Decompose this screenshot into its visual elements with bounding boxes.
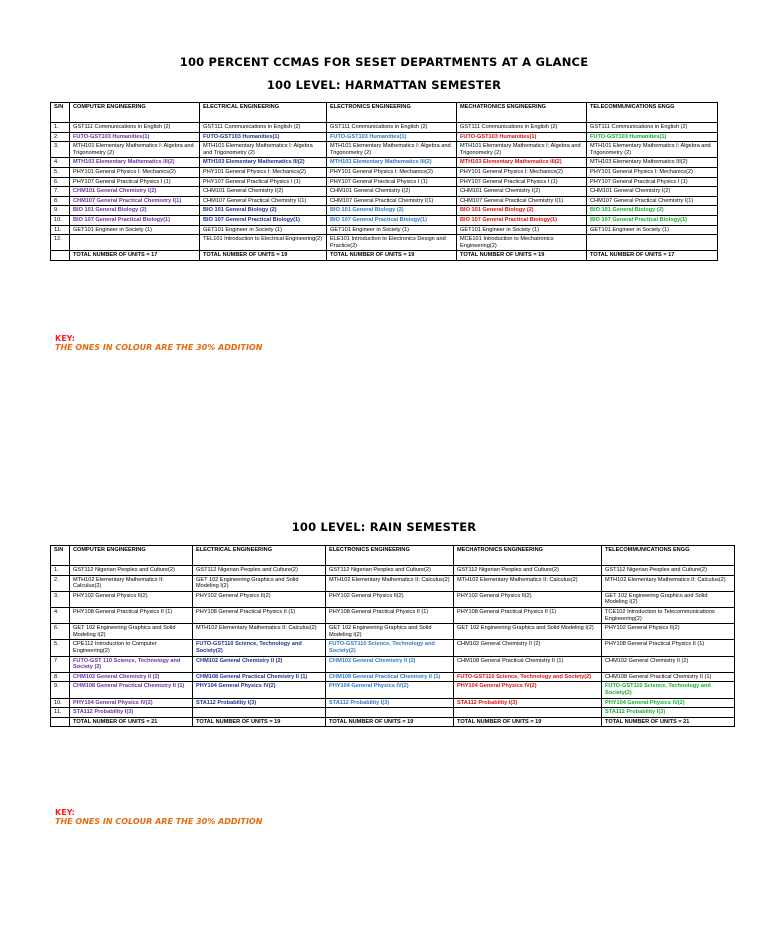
course-cell: STA112 Probability I(3) [602,708,735,718]
course-cell: GST112 Nigerian Peoples and Culture(2) [602,566,735,576]
course-cell: FUTO-GST110 Science, Technology and Society(2) [193,640,326,656]
course-cell: FUTO-GST110 Science, Technology and Society(2) [326,640,454,656]
course-cell: CHM102 General Chemistry II (2) [326,656,454,672]
course-cell: BIO 107 General Practical Biology(1) [587,215,718,225]
department-header: ELECTRONICS ENGINEERING [326,546,454,566]
course-cell: GST112 Nigerian Peoples and Culture(2) [70,566,193,576]
course-cell [454,708,602,718]
course-cell: GST111 Communications in English (2) [70,123,200,133]
course-cell [70,235,200,251]
course-cell: BIO 101 General Biology (2) [327,206,457,216]
serial-number-cell: 7. [51,187,70,197]
course-cell: PHY102 General Physics II(2) [70,591,193,607]
serial-number-cell: 3. [51,591,70,607]
total-units-cell: TOTAL NUMBER OF UNITS = 19 [454,717,602,727]
course-cell: PHY107 General Practical Physics I (1) [70,177,200,187]
course-cell: GET101 Engineer in Society (1) [327,225,457,235]
course-cell: GET101 Engineer in Society (1) [70,225,200,235]
course-cell: PHY101 General Physics I: Mechanics(2) [457,167,587,177]
table-row [51,235,718,251]
course-cell: PHY108 General Practical Physics II (1) [70,607,193,623]
course-cell [326,708,454,718]
course-cell: PHY102 General Physics II(2) [602,624,735,640]
table-row [51,640,735,656]
department-header: COMPUTER ENGINEERING [70,103,200,123]
key-text: THE ONES IN COLOUR ARE THE 30% ADDITION [55,817,263,826]
course-cell: PHY104 General Physics IV(2) [602,698,735,708]
key-rain [55,808,262,826]
table-row [51,566,735,576]
serial-number-cell: 4. [51,607,70,623]
course-cell: CHM101 General Chemistry I(2) [70,187,200,197]
course-cell: MTH102 Elementary Mathematics II: Calculus(2) [193,624,326,640]
course-cell: PHY101 General Physics I: Mechanics(2) [587,167,718,177]
course-cell: TEL101 Introduction to Electrical Engineering(2) [200,235,327,251]
course-cell: CHM108 General Practical Chemistry II (1) [454,656,602,672]
course-cell: BIO 101 General Biology (2) [587,206,718,216]
course-cell: BIO 101 General Biology (2) [70,206,200,216]
main-title: 100 PERCENT CCMAS FOR SESET DEPARTMENTS AT A GLANCE [179,55,589,69]
serial-number-cell: 4. [51,158,70,168]
total-units-cell: TOTAL NUMBER OF UNITS = 19 [326,717,454,727]
course-cell: PHY104 General Physics IV(2) [70,698,193,708]
course-cell: MTH102 Elementary Mathematics II: Calculus(2) [454,575,602,591]
course-cell: GST111 Communications in English (2) [327,123,457,133]
course-cell: PHY102 General Physics II(2) [326,591,454,607]
table-row [51,225,718,235]
course-cell: ELE101 Introduction to Electronics Design and Practice(2) [327,235,457,251]
serial-number-cell: 2. [51,132,70,142]
table-row [51,132,718,142]
course-cell: BIO 107 General Practical Biology(1) [70,215,200,225]
course-cell: PHY102 General Physics II(2) [454,591,602,607]
course-cell: GET 102 Engineering Graphics and Solid Modeling I(2) [70,624,193,640]
sn-header: S/N [51,546,70,566]
table-row [51,206,718,216]
total-units-cell: TOTAL NUMBER OF UNITS = 19 [457,251,587,261]
course-cell: CPE112 Introduction to Computer Engineering(2) [70,640,193,656]
course-cell: STA112 Probability I(3) [70,708,193,718]
total-sn-cell [51,717,70,727]
serial-number-cell: 10. [51,698,70,708]
course-cell: GET101 Engineer in Society (1) [457,225,587,235]
department-header: MECHATRONICS ENGINEERING [454,546,602,566]
course-cell: BIO 107 General Practical Biology(1) [457,215,587,225]
course-cell: CHM108 General Practical Chemistry II (1) [326,672,454,682]
table-row [51,187,718,197]
course-cell: MTH102 Elementary Mathematics II: Calculus(2) [326,575,454,591]
course-cell: MTH101 Elementary Mathematics I: Algebra and Trigonometry (2) [457,142,587,158]
serial-number-cell: 5. [51,167,70,177]
course-cell: MTH103 Elementary Mathematics III(2) [200,158,327,168]
key-harmattan [55,334,262,352]
course-cell: PHY101 General Physics I: Mechanics(2) [70,167,200,177]
course-cell: BIO 101 General Biology (2) [457,206,587,216]
table-row [51,682,735,698]
total-units-cell: TOTAL NUMBER OF UNITS = 21 [70,717,193,727]
course-cell: MTH101 Elementary Mathematics I: Algebra and Trigonometry (2) [327,142,457,158]
serial-number-cell: 9. [51,682,70,698]
course-cell: STA112 Probability I(3) [193,698,326,708]
table-row [51,142,718,158]
course-cell: GST111 Communications in English (2) [457,123,587,133]
course-cell: PHY101 General Physics I: Mechanics(2) [327,167,457,177]
serial-number-cell: 9. [51,206,70,216]
course-cell: MTH103 Elementary Mathematics III(2) [457,158,587,168]
table-row [51,167,718,177]
course-cell: GET 102 Engineering Graphics and Solid Modeling I(2) [602,591,735,607]
table-row [51,708,735,718]
table-row [51,215,718,225]
serial-number-cell: 8. [51,672,70,682]
course-cell: PHY107 General Practical Physics I (1) [457,177,587,187]
serial-number-cell: 6. [51,177,70,187]
course-cell: MTH101 Elementary Mathematics I: Algebra and Trigonometry (2) [587,142,718,158]
department-header: ELECTRONICS ENGINEERING [327,103,457,123]
course-cell: MTH103 Elementary Mathematics III(2) [587,158,718,168]
course-cell: CHM102 General Chemistry II (2) [602,656,735,672]
course-cell: PHY108 General Practical Physics II (1) [193,607,326,623]
serial-number-cell: 1. [51,566,70,576]
course-cell: BIO 107 General Practical Biology(1) [200,215,327,225]
total-units-cell: TOTAL NUMBER OF UNITS = 21 [602,717,735,727]
course-cell: PHY107 General Practical Physics I (1) [587,177,718,187]
table-row [51,672,735,682]
department-header: ELECTRICAL ENGINEERING [200,103,327,123]
course-cell: MTH102 Elementary Mathematics II: Calculus(2) [602,575,735,591]
course-cell: FUTO-GST103 Humanities(1) [70,132,200,142]
course-cell: PHY107 General Practical Physics I (1) [200,177,327,187]
course-cell: GET101 Engineer in Society (1) [587,225,718,235]
course-cell: GET101 Engineer in Society (1) [200,225,327,235]
table-row [51,591,735,607]
course-cell: CHM108 General Practical Chemistry II (1) [602,672,735,682]
total-units-row [51,251,718,261]
course-cell: MTH101 Elementary Mathematics I: Algebra and Trigonometry (2) [200,142,327,158]
serial-number-cell: 6. [51,624,70,640]
course-cell: PHY108 General Practical Physics II (1) [326,607,454,623]
course-cell: STA112 Probability I(3) [326,698,454,708]
rain-title: 100 LEVEL: RAIN SEMESTER [291,520,477,534]
key-label: KEY: [55,808,75,817]
harmattan-title: 100 LEVEL: HARMATTAN SEMESTER [266,78,502,92]
course-cell: FUTO-GST110 Science, Technology and Society(2) [454,672,602,682]
course-cell [587,235,718,251]
table-row [51,575,735,591]
total-sn-cell [51,251,70,261]
sn-header: S/N [51,103,70,123]
course-cell: GST111 Communications in English (2) [587,123,718,133]
total-units-cell: TOTAL NUMBER OF UNITS = 19 [200,251,327,261]
course-cell: CHM101 General Chemistry I(2) [327,187,457,197]
course-cell: STA112 Probability I(3) [454,698,602,708]
total-units-cell: TOTAL NUMBER OF UNITS = 19 [193,717,326,727]
course-cell: MTH103 Elementary Mathematics III(2) [70,158,200,168]
course-cell: CHM107 General Practical Chemistry I(1) [327,196,457,206]
serial-number-cell: 5. [51,640,70,656]
course-cell: PHY107 General Practical Physics I (1) [327,177,457,187]
department-header: COMPUTER ENGINEERING [70,546,193,566]
serial-number-cell: 11. [51,708,70,718]
course-cell: FUTO-GST103 Humanities(1) [327,132,457,142]
course-cell: PHY104 General Physics IV(2) [454,682,602,698]
course-cell: MCE101 Introduction to Mechatronics Engineering(2) [457,235,587,251]
course-cell: FUTO-GST103 Humanities(1) [587,132,718,142]
table-row [51,624,735,640]
harmattan-course-table [50,102,718,261]
total-units-cell: TOTAL NUMBER OF UNITS = 17 [70,251,200,261]
course-cell: FUTO-GST110 Science, Technology and Society(2) [602,682,735,698]
course-cell: CHM102 General Chemistry II (2) [70,672,193,682]
course-cell: GST111 Communications in English (2) [200,123,327,133]
course-cell: TCE102 Introduction to Telecommunications Engineering(2) [602,607,735,623]
course-cell: GET 102 Engineering Graphics and Solid Modeling I(2) [193,575,326,591]
table-row [51,656,735,672]
course-cell: FUTO-GST103 Humanities(1) [457,132,587,142]
table-row [51,698,735,708]
course-cell: CHM102 General Chemistry II (2) [193,656,326,672]
serial-number-cell: 1. [51,123,70,133]
serial-number-cell: 7 [51,656,70,672]
department-header: TELECOMMUNICATIONS ENGG [602,546,735,566]
serial-number-cell: 10. [51,215,70,225]
course-cell: PHY104 General Physics IV(2) [193,682,326,698]
course-cell: CHM107 General Practical Chemistry I(1) [200,196,327,206]
course-cell: CHM107 General Practical Chemistry I(1) [70,196,200,206]
course-cell: CHM101 General Chemistry I(2) [587,187,718,197]
course-cell: GET 102 Engineering Graphics and Solid Modeling I(2) [454,624,602,640]
table-row [51,196,718,206]
course-cell: CHM108 General Practical Chemistry II (1) [193,672,326,682]
serial-number-cell: 11. [51,225,70,235]
course-cell: PHY108 General Practical Physics II (1) [454,607,602,623]
total-units-cell: TOTAL NUMBER OF UNITS = 19 [327,251,457,261]
course-cell: PHY108 General Practical Physics II (1) [602,640,735,656]
course-cell: CHM101 General Chemistry I(2) [457,187,587,197]
key-label: KEY: [55,334,75,343]
rain-course-table [50,545,735,727]
course-cell: MTH101 Elementary Mathematics I: Algebra and Trigonometry (2) [70,142,200,158]
course-cell [193,708,326,718]
course-cell: PHY102 General Physics II(2) [193,591,326,607]
serial-number-cell: 12. [51,235,70,251]
course-cell: CHM102 General Chemistry II (2) [454,640,602,656]
course-cell: CHM108 General Practical Chemistry II (1) [70,682,193,698]
course-cell: BIO 101 General Biology (2) [200,206,327,216]
total-units-cell: TOTAL NUMBER OF UNITS = 17 [587,251,718,261]
course-cell: CHM107 General Practical Chemistry I(1) [587,196,718,206]
serial-number-cell: 2. [51,575,70,591]
course-cell: BIO 107 General Practical Biology(1) [327,215,457,225]
course-cell: MTH102 Elementary Mathematics II: Calculus(2) [70,575,193,591]
course-cell: GET 102 Engineering Graphics and Solid Modeling I(2) [326,624,454,640]
course-cell: GST112 Nigerian Peoples and Culture(2) [193,566,326,576]
course-cell: GST112 Nigerian Peoples and Culture(2) [326,566,454,576]
department-header: MECHATRONICS ENGINEERING [457,103,587,123]
table-header-row [51,103,718,123]
key-text: THE ONES IN COLOUR ARE THE 30% ADDITION [55,343,263,352]
table-header-row [51,546,735,566]
department-header: TELECOMMUNICATIONS ENGG [587,103,718,123]
course-cell: CHM101 General Chemistry I(2) [200,187,327,197]
serial-number-cell: 8. [51,196,70,206]
course-cell: CHM107 General Practical Chemistry I(1) [457,196,587,206]
department-header: ELECTRICAL ENGINEERING [193,546,326,566]
course-cell: MTH103 Elementary Mathematics III(2) [327,158,457,168]
table-row [51,123,718,133]
course-cell: FUTO-GST103 Humanities(1) [200,132,327,142]
table-row [51,607,735,623]
table-row [51,177,718,187]
serial-number-cell: 3. [51,142,70,158]
course-cell: PHY104 General Physics IV(2) [326,682,454,698]
course-cell: FUTO-GST 110 Science, Technology and Society (2) [70,656,193,672]
course-cell: PHY101 General Physics I: Mechanics(2) [200,167,327,177]
table-row [51,158,718,168]
total-units-row [51,717,735,727]
course-cell: GST112 Nigerian Peoples and Culture(2) [454,566,602,576]
